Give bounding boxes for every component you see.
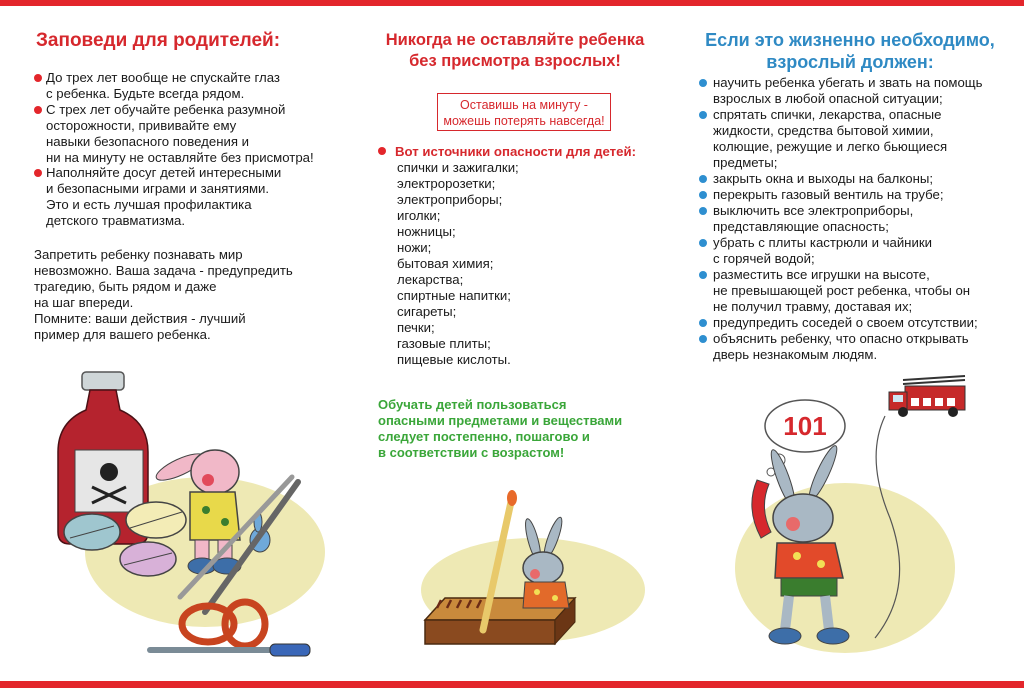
phone-number: 101 bbox=[783, 411, 827, 441]
bullet-dot-icon bbox=[378, 147, 386, 155]
list-item: Наполняйте досуг детей интересными и безопасными играми и занятиями. Это и есть лучшая профилактика детского травматизма. bbox=[34, 165, 344, 229]
list-item: объяснить ребенку, что опасно открывать дверь незнакомым людям. bbox=[699, 331, 1019, 363]
list-item: спиртные напитки; bbox=[397, 288, 511, 303]
fire-truck-icon bbox=[889, 376, 965, 417]
list-item: разместить все игрушки на высоте, не превышающей рост ребенка, чтобы он не получил травму, доставая их; bbox=[699, 267, 1019, 315]
parents-bullet-list bbox=[34, 70, 344, 229]
list-item: печки; bbox=[397, 320, 435, 335]
bullet-dot-icon bbox=[699, 239, 707, 247]
list-item: спрятать спички, лекарства, опасные жидкости, средства бытовой химии, колющие, режущие и легко бьющиеся предметы; bbox=[699, 107, 1019, 171]
list-item: спички и зажигалки; bbox=[397, 160, 519, 175]
bunny-phone-illustration bbox=[725, 368, 1020, 668]
list-item: ножи; bbox=[397, 240, 432, 255]
list-item: предупредить соседей о своем отсутствии; bbox=[699, 315, 1019, 331]
list-item: ножницы; bbox=[397, 224, 456, 239]
bullet-dot-icon bbox=[699, 175, 707, 183]
adult-duties-list bbox=[699, 75, 1019, 363]
bunny-icon bbox=[522, 516, 569, 608]
bullet-dot-icon bbox=[699, 319, 707, 327]
list-item: бытовая химия; bbox=[397, 256, 494, 271]
bunny-matchbox-illustration bbox=[415, 480, 645, 650]
bullet-dot-icon bbox=[34, 106, 42, 114]
bullet-dot-icon bbox=[699, 79, 707, 87]
list-item: выключить все электроприборы, представляющие опасность; bbox=[699, 203, 1019, 235]
supervision-title: Никогда не оставляйте ребенка без присмотра взрослых! bbox=[385, 31, 645, 70]
supervision-panel bbox=[345, 0, 685, 688]
list-item: С трех лет обучайте ребенка разумной осторожности, прививайте ему навыки безопасного поведения и ни на минуту не оставляйте без присмотра! bbox=[34, 102, 344, 166]
bullet-dot-icon bbox=[699, 191, 707, 199]
parents-title: Заповеди для родителей: bbox=[36, 30, 281, 51]
education-note: Обучать детей пользоваться опасными предметами и веществами следует постепенно, пошагово и в соответствии с возрастом! bbox=[378, 397, 623, 460]
list-item: До трех лет вообще не спускайте глаз с ребенка. Будьте всегда рядом. bbox=[34, 70, 344, 102]
medicine-scissors-bunny-illustration bbox=[30, 362, 330, 678]
adult-duties-title: Если это жизненно необходимо, взрослый должен: bbox=[705, 30, 995, 72]
warning-box: Оставишь на минуту - можешь потерять навсегда! bbox=[437, 93, 611, 131]
list-item: пищевые кислоты. bbox=[397, 352, 511, 367]
list-item: убрать с плиты кастрюли и чайники с горячей водой; bbox=[699, 235, 1019, 267]
list-item: научить ребенка убегать и звать на помощь взрослых в любой опасной ситуации; bbox=[699, 75, 1019, 107]
bullet-dot-icon bbox=[699, 207, 707, 215]
list-item: закрыть окна и выходы на балконы; bbox=[699, 171, 1019, 187]
list-item: электророзетки; bbox=[397, 176, 496, 191]
bullet-dot-icon bbox=[34, 169, 42, 177]
bullet-dot-icon bbox=[699, 111, 707, 119]
parents-commandments-panel bbox=[0, 0, 345, 688]
list-item: газовые плиты; bbox=[397, 336, 491, 351]
bullet-dot-icon bbox=[699, 335, 707, 343]
background-blob bbox=[735, 483, 955, 653]
parents-paragraph: Запретить ребенку познавать мир невозможно. Ваша задача - предупредить трагедию, быть рядом и даже на шаг впереди. Помните: ваши действия - лучший пример для вашего ребенка. bbox=[34, 247, 293, 342]
list-item: иголки; bbox=[397, 208, 441, 223]
adult-duties-panel bbox=[685, 0, 1024, 688]
list-item: электроприборы; bbox=[397, 192, 503, 207]
bullet-dot-icon bbox=[34, 74, 42, 82]
danger-sources-list bbox=[397, 160, 519, 368]
list-item: сигареты; bbox=[397, 304, 457, 319]
danger-sources-heading: Вот источники опасности для детей: bbox=[378, 144, 636, 159]
list-item: перекрыть газовый вентиль на трубе; bbox=[699, 187, 1019, 203]
bullet-dot-icon bbox=[699, 271, 707, 279]
list-item: лекарства; bbox=[397, 272, 464, 287]
